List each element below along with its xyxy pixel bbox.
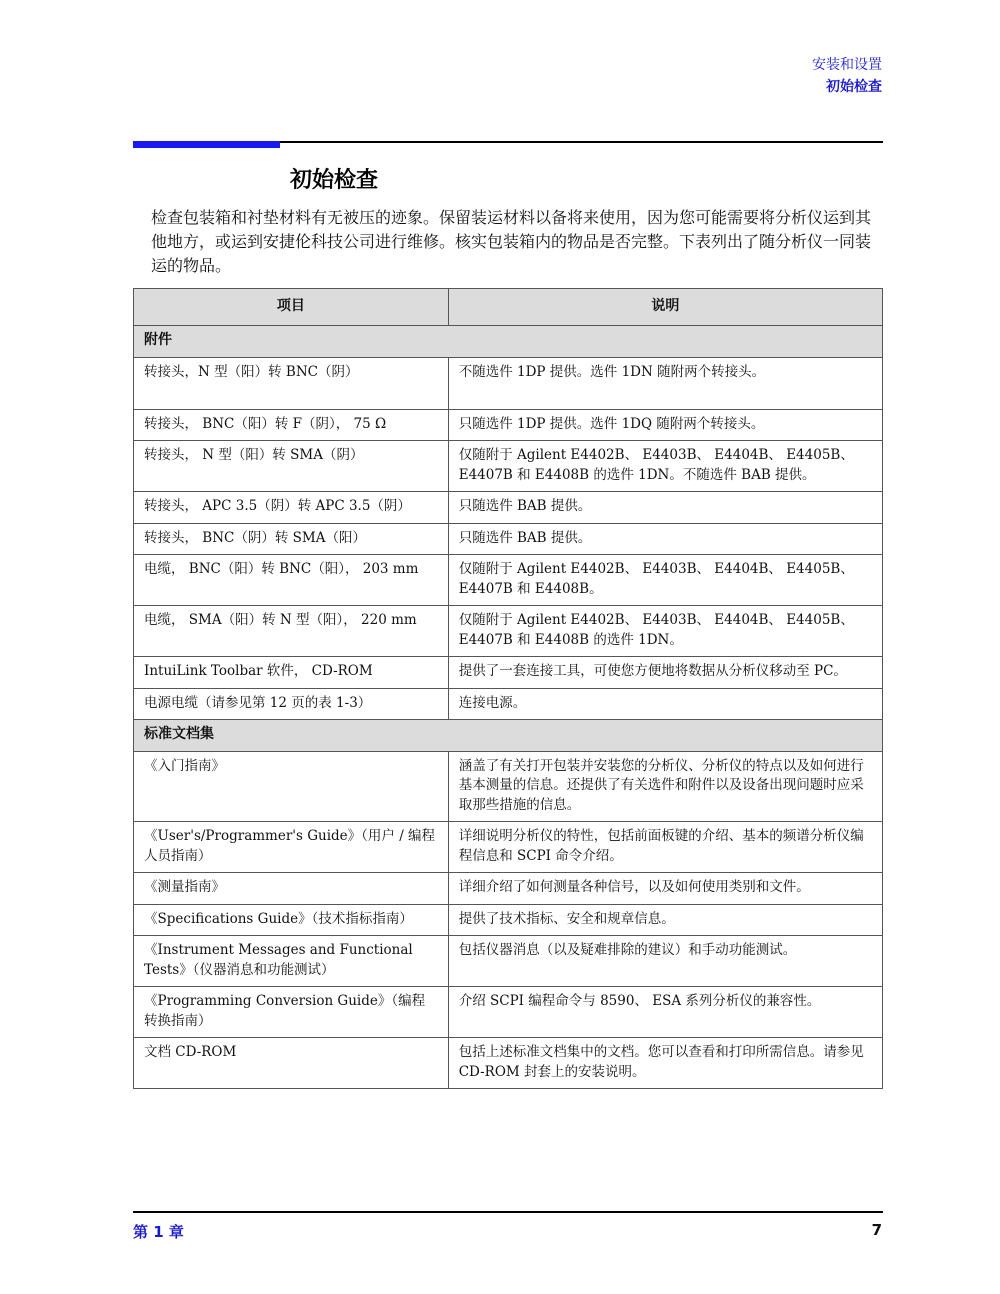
description-cell: 详细介绍了如何测量各种信号，以及如何使用类别和文件。 — [448, 873, 882, 905]
item-cell: 转接头， APC 3.5（阴）转 APC 3.5（阴） — [134, 492, 449, 524]
group-row-documentation — [134, 720, 883, 752]
title-accent-bar — [133, 141, 280, 148]
header-section: 安装和设置 — [812, 57, 882, 73]
description-cell: 包括仪器消息（以及疑难排除的建议）和手动功能测试。 — [448, 936, 882, 987]
item-cell: 电缆， BNC（阳）转 BNC（阳）， 203 mm — [134, 555, 449, 606]
title-rule — [280, 141, 883, 143]
description-cell: 涵盖了有关打开包装并安装您的分析仪、分析仪的特点以及如何进行基本测量的信息。还提供了有关选件和附件以及设备出现问题时应采取那些措施的信息。 — [448, 751, 882, 822]
table-row — [134, 904, 883, 936]
table-row — [134, 441, 883, 492]
description-cell: 连接电源。 — [448, 688, 882, 720]
group-row-accessories — [134, 326, 883, 358]
table-row — [134, 751, 883, 822]
item-cell: 《Programming Conversion Guide》（编程转换指南） — [134, 987, 449, 1038]
item-cell: 《Instrument Messages and Functional Tests》（仪器消息和功能测试） — [134, 936, 449, 987]
page-number: 7 — [871, 1221, 882, 1239]
chapter-label: 第 1 章 — [133, 1223, 184, 1241]
table-row — [134, 555, 883, 606]
table-row — [134, 1038, 883, 1089]
page-title: 初始检查 — [290, 168, 379, 193]
description-cell: 只随选件 1DP 提供。选件 1DQ 随附两个转接头。 — [448, 409, 882, 441]
description-cell: 仅随附于 Agilent E4402B、 E4403B、 E4404B、 E4405B、 E4407B 和 E4408B 的选件 1DN。 — [448, 606, 882, 657]
footer-rule — [133, 1211, 883, 1213]
description-cell: 只随选件 BAB 提供。 — [448, 492, 882, 524]
item-cell: 转接头， N 型（阳）转 SMA（阴） — [134, 441, 449, 492]
item-cell: 《Specifications Guide》（技术指标指南） — [134, 904, 449, 936]
description-cell: 仅随附于 Agilent E4402B、 E4403B、 E4404B、 E4405B、 E4407B 和 E4408B。 — [448, 555, 882, 606]
item-cell: 《测量指南》 — [134, 873, 449, 905]
item-cell: 《User's/Programmer's Guide》（用户 / 编程人员指南） — [134, 822, 449, 873]
table-row — [134, 936, 883, 987]
description-cell: 提供了技术指标、安全和规章信息。 — [448, 904, 882, 936]
intro-paragraph: 检查包装箱和衬垫材料有无被压的迹象。保留装运材料以备将来使用，因为您可能需要将分析仪运到其他地方，或运到安捷伦科技公司进行维修。核实包装箱内的物品是否完整。下表列出了随分析仪一同装运的物品。 — [151, 208, 872, 275]
table-row — [134, 657, 883, 689]
description-cell: 提供了一套连接工具，可使您方便地将数据从分析仪移动至 PC。 — [448, 657, 882, 689]
table-row — [134, 688, 883, 720]
item-cell: 转接头， BNC（阳）转 F（阴）， 75 Ω — [134, 409, 449, 441]
column-header-description: 说明 — [448, 289, 882, 326]
description-cell: 仅随附于 Agilent E4402B、 E4403B、 E4404B、 E4405B、 E4407B 和 E4408B 的选件 1DN。不随选件 BAB 提供。 — [448, 441, 882, 492]
table-row — [134, 606, 883, 657]
item-cell: IntuiLink Toolbar 软件， CD-ROM — [134, 657, 449, 689]
group-label-documentation: 标准文档集 — [134, 720, 883, 752]
header-subsection: 初始检查 — [826, 79, 882, 95]
table-row — [134, 492, 883, 524]
description-cell: 不随选件 1DP 提供。选件 1DN 随附两个转接头。 — [448, 357, 882, 409]
table-header-row — [134, 289, 883, 326]
description-cell: 只随选件 BAB 提供。 — [448, 523, 882, 555]
table-row — [134, 987, 883, 1038]
group-label-accessories: 附件 — [134, 326, 883, 358]
item-cell: 电缆， SMA（阳）转 N 型（阳）， 220 mm — [134, 606, 449, 657]
table-row — [134, 409, 883, 441]
table-row — [134, 357, 883, 409]
column-header-item: 项目 — [134, 289, 449, 326]
description-cell: 包括上述标准文档集中的文档。您可以查看和打印所需信息。请参见 CD-ROM 封套上的安装说明。 — [448, 1038, 882, 1089]
item-cell: 《入门指南》 — [134, 751, 449, 822]
table-row — [134, 873, 883, 905]
description-cell: 介绍 SCPI 编程命令与 8590、 ESA 系列分析仪的兼容性。 — [448, 987, 882, 1038]
description-cell: 详细说明分析仪的特性，包括前面板键的介绍、基本的频谱分析仪编程信息和 SCPI 命令介绍。 — [448, 822, 882, 873]
item-cell: 电源电缆（请参见第 12 页的表 1-3） — [134, 688, 449, 720]
item-cell: 文档 CD-ROM — [134, 1038, 449, 1089]
contents-table — [133, 288, 883, 1089]
item-cell: 转接头，N 型（阳）转 BNC（阴） — [134, 357, 449, 409]
table-row — [134, 822, 883, 873]
table-row — [134, 523, 883, 555]
item-cell: 转接头， BNC（阴）转 SMA（阳） — [134, 523, 449, 555]
